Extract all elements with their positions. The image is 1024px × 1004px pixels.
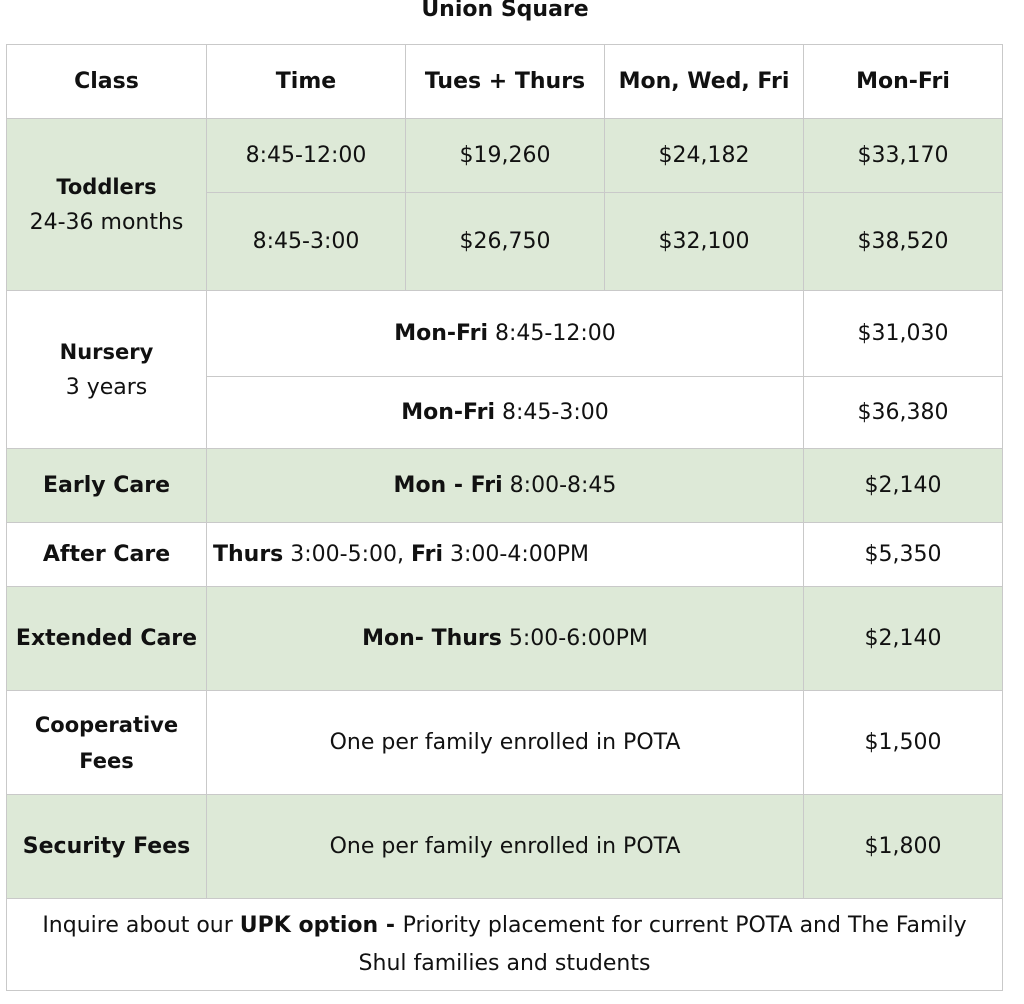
header-row xyxy=(7,45,1003,119)
nursery-days-2: Mon-Fri xyxy=(401,399,496,425)
cooperative-fees-price: $1,500 xyxy=(804,691,1003,795)
after-care-hours-2: 3:00-4:00PM xyxy=(443,541,590,567)
upk-option-label: UPK option - xyxy=(239,912,403,938)
header-tues-thurs: Tues + Thurs xyxy=(406,45,605,119)
nursery-hours-2: 8:45-3:00 xyxy=(495,399,609,425)
cooperative-fees-desc: One per family enrolled in POTA xyxy=(207,691,804,795)
nursery-price-1: $31,030 xyxy=(804,291,1003,377)
nursery-schedule-2 xyxy=(207,377,804,449)
extended-care-schedule xyxy=(207,587,804,691)
security-fees-name: Security Fees xyxy=(7,795,207,899)
toddlers-mon-fri-2: $38,520 xyxy=(804,193,1003,291)
cooperative-fees-name-line2: Fees xyxy=(79,748,134,773)
after-care-days-2: Fri xyxy=(411,541,444,567)
nursery-class-cell xyxy=(7,291,207,449)
toddlers-row-1 xyxy=(7,119,1003,193)
nursery-days-1: Mon-Fri xyxy=(394,320,489,346)
toddlers-mon-wed-fri-1: $24,182 xyxy=(605,119,804,193)
nursery-schedule-1 xyxy=(207,291,804,377)
toddlers-age: 24-36 months xyxy=(29,209,184,235)
toddlers-class-cell xyxy=(7,119,207,291)
nursery-age: 3 years xyxy=(65,374,148,400)
upk-note-prefix: Inquire about our xyxy=(42,912,240,938)
toddlers-name: Toddlers xyxy=(56,174,157,199)
toddlers-time-2: 8:45-3:00 xyxy=(207,193,406,291)
upk-note xyxy=(7,899,1003,991)
after-care-schedule xyxy=(207,523,804,587)
after-care-price: $5,350 xyxy=(804,523,1003,587)
upk-note-text: Priority placement for current POTA and The Family Shul families and students xyxy=(358,912,967,976)
extended-care-price: $2,140 xyxy=(804,587,1003,691)
tuition-table xyxy=(6,44,1003,991)
after-care-row xyxy=(7,523,1003,587)
header-class: Class xyxy=(7,45,207,119)
early-care-row xyxy=(7,449,1003,523)
early-care-hours: 8:00-8:45 xyxy=(502,472,617,498)
toddlers-time-1: 8:45-12:00 xyxy=(207,119,406,193)
header-mon-wed-fri: Mon, Wed, Fri xyxy=(605,45,804,119)
after-care-days-1: Thurs xyxy=(213,541,284,567)
nursery-name: Nursery xyxy=(59,339,154,364)
header-mon-fri: Mon-Fri xyxy=(804,45,1003,119)
extended-care-row xyxy=(7,587,1003,691)
after-care-hours-1: 3:00-5:00, xyxy=(283,541,412,567)
early-care-days: Mon - Fri xyxy=(393,472,503,498)
toddlers-tues-thurs-1: $19,260 xyxy=(406,119,605,193)
early-care-name: Early Care xyxy=(7,449,207,523)
page-title: Union Square xyxy=(421,0,589,22)
cooperative-fees-row xyxy=(7,691,1003,795)
nursery-row-1 xyxy=(7,291,1003,377)
footer-row xyxy=(7,899,1003,991)
toddlers-mon-fri-1: $33,170 xyxy=(804,119,1003,193)
after-care-name: After Care xyxy=(7,523,207,587)
header-time: Time xyxy=(207,45,406,119)
nursery-hours-1: 8:45-12:00 xyxy=(488,320,616,346)
early-care-price: $2,140 xyxy=(804,449,1003,523)
extended-care-hours: 5:00-6:00PM xyxy=(501,625,648,651)
security-fees-row xyxy=(7,795,1003,899)
early-care-schedule xyxy=(207,449,804,523)
security-fees-price: $1,800 xyxy=(804,795,1003,899)
extended-care-days: Mon- Thurs xyxy=(362,625,502,651)
cooperative-fees-name-line1: Cooperative xyxy=(34,712,179,737)
security-fees-desc: One per family enrolled in POTA xyxy=(207,795,804,899)
toddlers-tues-thurs-2: $26,750 xyxy=(406,193,605,291)
extended-care-name: Extended Care xyxy=(7,587,207,691)
cooperative-fees-name-cell xyxy=(7,691,207,795)
toddlers-mon-wed-fri-2: $32,100 xyxy=(605,193,804,291)
nursery-price-2: $36,380 xyxy=(804,377,1003,449)
